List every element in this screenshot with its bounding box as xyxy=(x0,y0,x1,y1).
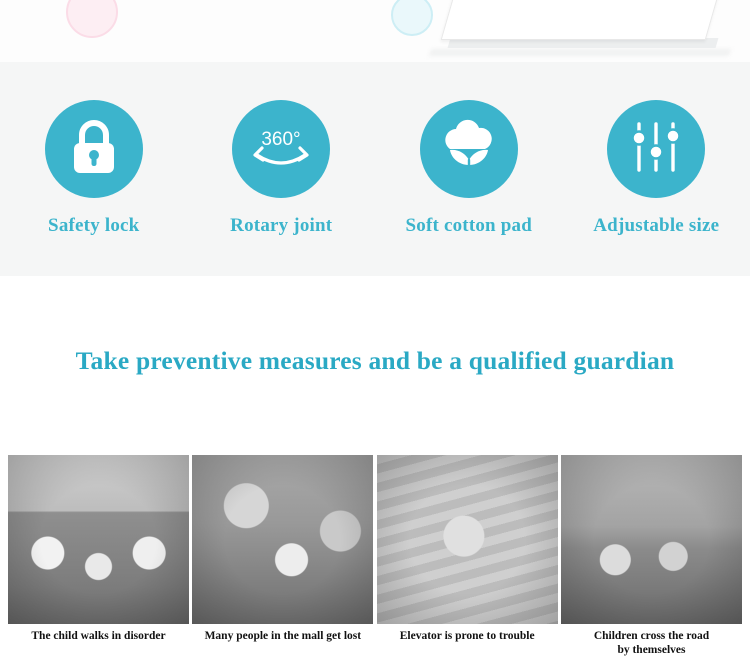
photo-vignette xyxy=(8,455,189,624)
photo-caption: Elevator is prone to trouble xyxy=(399,630,535,642)
scenario-photo-row xyxy=(0,455,750,666)
feature-label: Rotary joint xyxy=(230,215,333,236)
photo-vignette xyxy=(561,455,742,624)
feature-adjustable-size xyxy=(571,100,741,237)
feature-bar xyxy=(0,84,750,276)
scenario-item xyxy=(561,455,742,666)
product-slab-shadow xyxy=(429,49,731,56)
cotton-cloud-icon xyxy=(436,119,502,180)
photo-vignette xyxy=(192,455,373,624)
feature-safety-lock xyxy=(9,100,179,237)
sliders-icon xyxy=(626,118,686,181)
photo-caption xyxy=(556,629,746,657)
scenario-item xyxy=(377,455,558,666)
photo-child-on-escalator xyxy=(377,455,558,624)
product-slab xyxy=(441,0,735,40)
photo-caption: The child walks in disorder xyxy=(31,630,166,642)
feature-icon-circle xyxy=(607,100,705,198)
scenario-item xyxy=(192,455,373,666)
photo-caption-line2: by themselves xyxy=(617,644,686,656)
photo-caption: Many people in the mall get lost xyxy=(204,630,362,642)
feature-icon-circle xyxy=(420,100,518,198)
headline-section xyxy=(0,276,750,446)
feature-soft-cotton-pad xyxy=(384,100,554,237)
product-photo-banner xyxy=(0,0,750,84)
rotation-360-icon xyxy=(245,119,317,180)
photo-caption-line1: Children cross the road xyxy=(593,630,710,642)
photo-children-walking-street xyxy=(8,455,189,624)
feature-label: Soft cotton pad xyxy=(405,215,532,236)
feature-icon-circle xyxy=(45,100,143,198)
padlock-icon xyxy=(66,117,122,182)
photo-vignette xyxy=(377,455,558,624)
svg-text:360°: 360° xyxy=(261,128,301,150)
page-title: Take preventive measures and be a qualified guardian xyxy=(75,346,675,375)
scenario-item xyxy=(8,455,189,666)
feature-label: Adjustable size xyxy=(593,215,720,236)
photo-children-crossing-road xyxy=(561,455,742,624)
banner-baseline xyxy=(0,62,750,84)
feature-rotary-joint xyxy=(196,100,366,237)
photo-family-shopping-cart xyxy=(192,455,373,624)
feature-icon-circle xyxy=(232,100,330,198)
feature-label: Safety lock xyxy=(48,215,140,236)
